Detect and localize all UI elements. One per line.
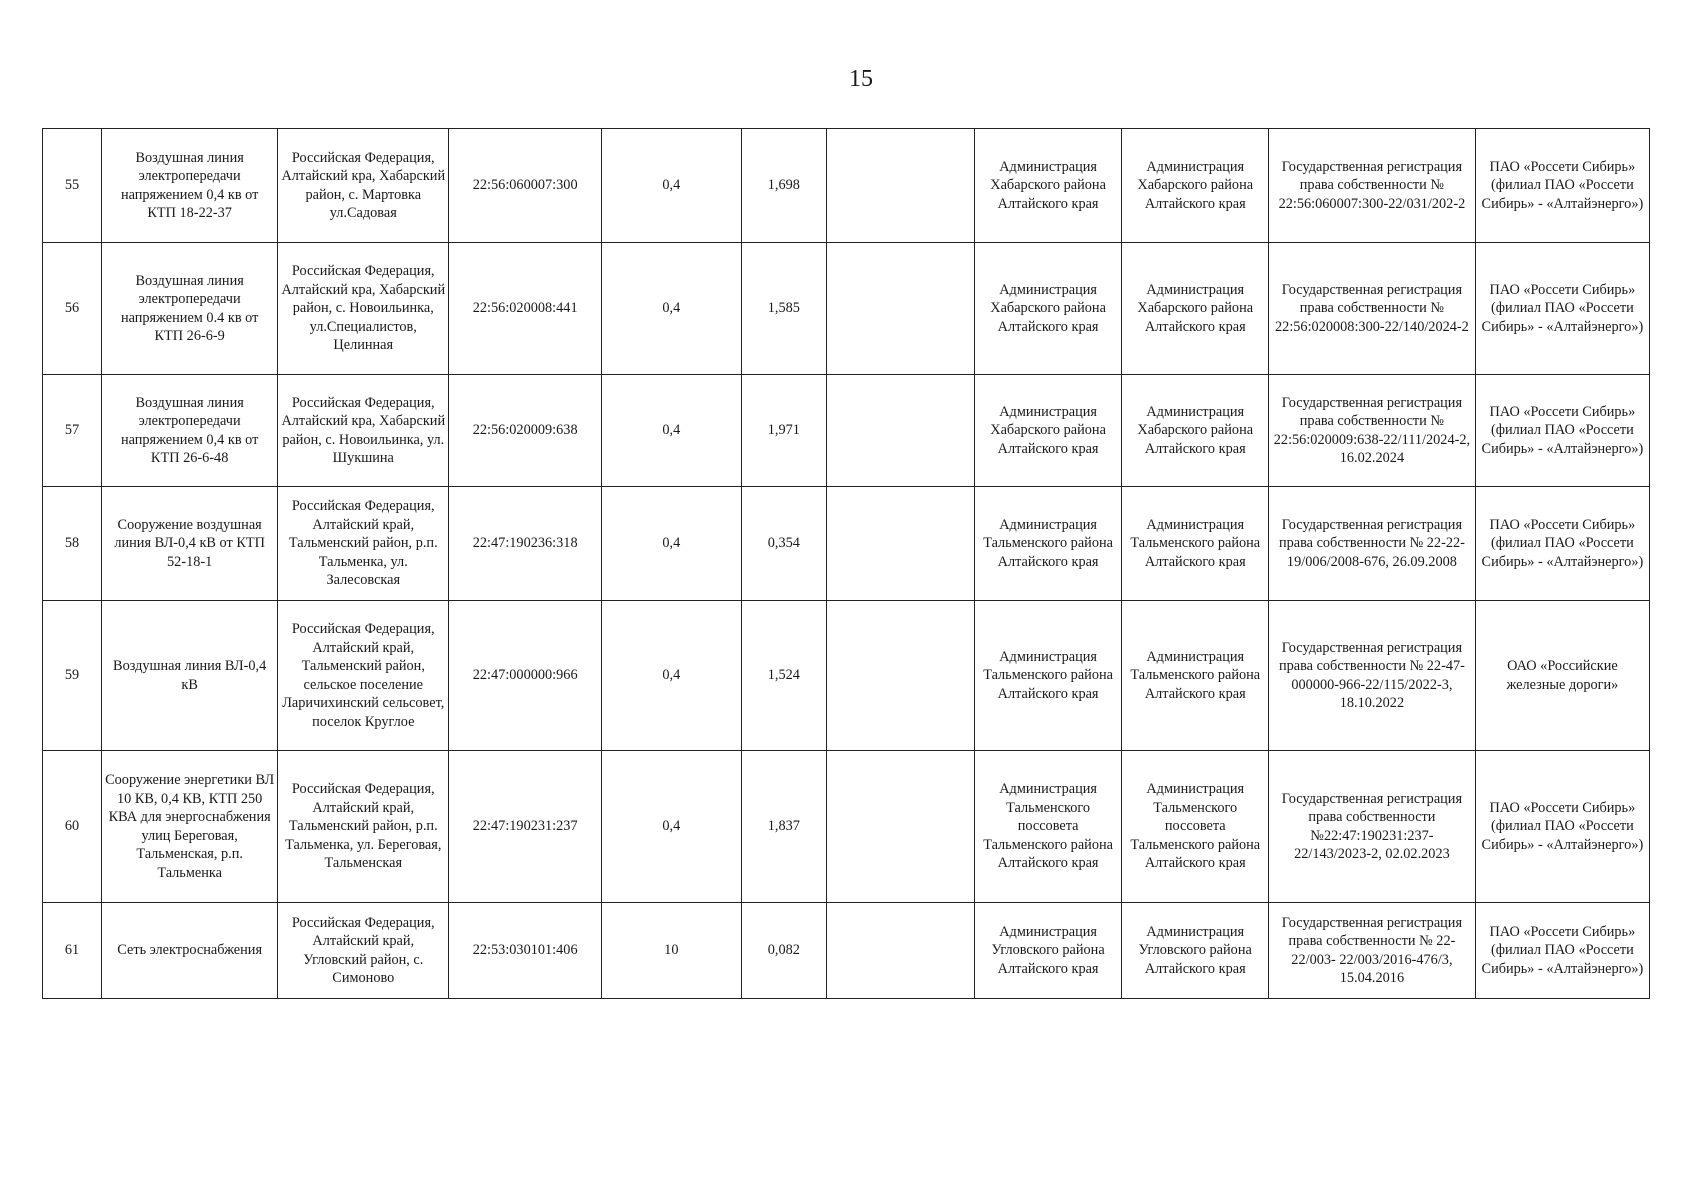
row-number: 56 xyxy=(43,243,102,375)
registration-info: Государственная регистрация права собственности № 22:56:020008:300-22/140/2024-2 xyxy=(1269,243,1476,375)
holder-name: Администрация Угловского района Алтайского края xyxy=(1122,903,1269,999)
voltage-value: 0,4 xyxy=(602,129,742,243)
object-name: Сеть электроснабжения xyxy=(102,903,278,999)
object-name: Воздушная линия ВЛ-0,4 кВ xyxy=(102,601,278,751)
operator-name: ПАО «Россети Сибирь» (филиал ПАО «Россети Сибирь» - «Алтайэнерго») xyxy=(1475,903,1649,999)
owner-name: Администрация Хабарского района Алтайского края xyxy=(974,129,1122,243)
voltage-value: 0,4 xyxy=(602,243,742,375)
object-address: Российская Федерация, Алтайский край, Тальменский район, сельское поселение Ларичихинский сельсовет, поселок Круглое xyxy=(278,601,449,751)
holder-name: Администрация Тальменского района Алтайского края xyxy=(1122,487,1269,601)
object-name: Сооружение воздушная линия ВЛ-0,4 кВ от КТП 52-18-1 xyxy=(102,487,278,601)
empty-cell xyxy=(827,375,975,487)
owner-name: Администрация Хабарского района Алтайского края xyxy=(974,243,1122,375)
operator-name: ОАО «Российские железные дороги» xyxy=(1475,601,1649,751)
operator-name: ПАО «Россети Сибирь» (филиал ПАО «Россети Сибирь» - «Алтайэнерго») xyxy=(1475,487,1649,601)
object-address: Российская Федерация, Алтайский кра, Хабарский район, с. Новоильинка, ул. Шукшина xyxy=(278,375,449,487)
holder-name: Администрация Тальменского поссовета Тальменского района Алтайского края xyxy=(1122,751,1269,903)
object-name: Воздушная линия электропередачи напряжением 0.4 кв от КТП 26-6-9 xyxy=(102,243,278,375)
owner-name: Администрация Тальменского района Алтайского края xyxy=(974,487,1122,601)
registration-info: Государственная регистрация права собственности № 22-22/003- 22/003/2016-476/3, 15.04.2016 xyxy=(1269,903,1476,999)
empty-cell xyxy=(827,243,975,375)
empty-cell xyxy=(827,751,975,903)
object-address: Российская Федерация, Алтайский кра, Хабарский район, с. Новоильинка, ул.Специалистов, Целинная xyxy=(278,243,449,375)
table-row xyxy=(43,903,1650,999)
length-value: 0,082 xyxy=(741,903,827,999)
empty-cell xyxy=(827,129,975,243)
object-name: Воздушная линия электропередачи напряжением 0,4 кв от КТП 26-6-48 xyxy=(102,375,278,487)
object-name: Сооружение энергетики ВЛ 10 КВ, 0,4 КВ, КТП 250 КВА для энергоснабжения улиц Береговая, Тальменская, р.п. Тальменка xyxy=(102,751,278,903)
registration-info: Государственная регистрация права собственности № 22-22-19/006/2008-676, 26.09.2008 xyxy=(1269,487,1476,601)
cadastral-number: 22:53:030101:406 xyxy=(449,903,602,999)
row-number: 57 xyxy=(43,375,102,487)
holder-name: Администрация Тальменского района Алтайского края xyxy=(1122,601,1269,751)
length-value: 0,354 xyxy=(741,487,827,601)
cadastral-number: 22:47:190236:318 xyxy=(449,487,602,601)
length-value: 1,971 xyxy=(741,375,827,487)
table-row xyxy=(43,751,1650,903)
row-number: 59 xyxy=(43,601,102,751)
holder-name: Администрация Хабарского района Алтайского края xyxy=(1122,375,1269,487)
voltage-value: 0,4 xyxy=(602,487,742,601)
operator-name: ПАО «Россети Сибирь» (филиал ПАО «Россети Сибирь» - «Алтайэнерго») xyxy=(1475,243,1649,375)
empty-cell xyxy=(827,601,975,751)
operator-name: ПАО «Россети Сибирь» (филиал ПАО «Россети Сибирь» - «Алтайэнерго») xyxy=(1475,375,1649,487)
cadastral-number: 22:47:000000:966 xyxy=(449,601,602,751)
cadastral-number: 22:56:060007:300 xyxy=(449,129,602,243)
page-number: 15 xyxy=(849,66,873,92)
registration-info: Государственная регистрация права собственности №22:47:190231:237-22/143/2023-2, 02.02.2023 xyxy=(1269,751,1476,903)
cadastral-number: 22:47:190231:237 xyxy=(449,751,602,903)
owner-name: Администрация Тальменского поссовета Тальменского района Алтайского края xyxy=(974,751,1122,903)
table-row xyxy=(43,129,1650,243)
row-number: 55 xyxy=(43,129,102,243)
holder-name: Администрация Хабарского района Алтайского края xyxy=(1122,129,1269,243)
length-value: 1,698 xyxy=(741,129,827,243)
operator-name: ПАО «Россети Сибирь» (филиал ПАО «Россети Сибирь» - «Алтайэнерго») xyxy=(1475,129,1649,243)
empty-cell xyxy=(827,903,975,999)
length-value: 1,837 xyxy=(741,751,827,903)
operator-name: ПАО «Россети Сибирь» (филиал ПАО «Россети Сибирь» - «Алтайэнерго») xyxy=(1475,751,1649,903)
voltage-value: 0,4 xyxy=(602,751,742,903)
voltage-value: 0,4 xyxy=(602,375,742,487)
object-address: Российская Федерация, Алтайский край, Тальменский район, р.п. Тальменка, ул. Залесовская xyxy=(278,487,449,601)
table-row xyxy=(43,375,1650,487)
cadastral-number: 22:56:020008:441 xyxy=(449,243,602,375)
voltage-value: 10 xyxy=(602,903,742,999)
object-address: Российская Федерация, Алтайский кра, Хабарский район, с. Мартовка ул.Садовая xyxy=(278,129,449,243)
empty-cell xyxy=(827,487,975,601)
owner-name: Администрация Угловского района Алтайского края xyxy=(974,903,1122,999)
object-name: Воздушная линия электропередачи напряжением 0,4 кв от КТП 18-22-37 xyxy=(102,129,278,243)
row-number: 61 xyxy=(43,903,102,999)
registration-info: Государственная регистрация права собственности № 22:56:020009:638-22/111/2024-2, 16.02.2024 xyxy=(1269,375,1476,487)
table-row xyxy=(43,487,1650,601)
owner-name: Администрация Тальменского района Алтайского края xyxy=(974,601,1122,751)
row-number: 60 xyxy=(43,751,102,903)
registration-info: Государственная регистрация права собственности № 22-47-000000-966-22/115/2022-3, 18.10.2022 xyxy=(1269,601,1476,751)
row-number: 58 xyxy=(43,487,102,601)
owner-name: Администрация Хабарского района Алтайского края xyxy=(974,375,1122,487)
object-address: Российская Федерация, Алтайский край, Угловский район, с. Симоново xyxy=(278,903,449,999)
voltage-value: 0,4 xyxy=(602,601,742,751)
registration-info: Государственная регистрация права собственности № 22:56:060007:300-22/031/202-2 xyxy=(1269,129,1476,243)
length-value: 1,524 xyxy=(741,601,827,751)
table-row xyxy=(43,601,1650,751)
table-row xyxy=(43,243,1650,375)
object-address: Российская Федерация, Алтайский край, Тальменский район, р.п. Тальменка, ул. Береговая, Тальменская xyxy=(278,751,449,903)
length-value: 1,585 xyxy=(741,243,827,375)
cadastral-number: 22:56:020009:638 xyxy=(449,375,602,487)
holder-name: Администрация Хабарского района Алтайского края xyxy=(1122,243,1269,375)
property-registry-table xyxy=(42,128,1650,999)
